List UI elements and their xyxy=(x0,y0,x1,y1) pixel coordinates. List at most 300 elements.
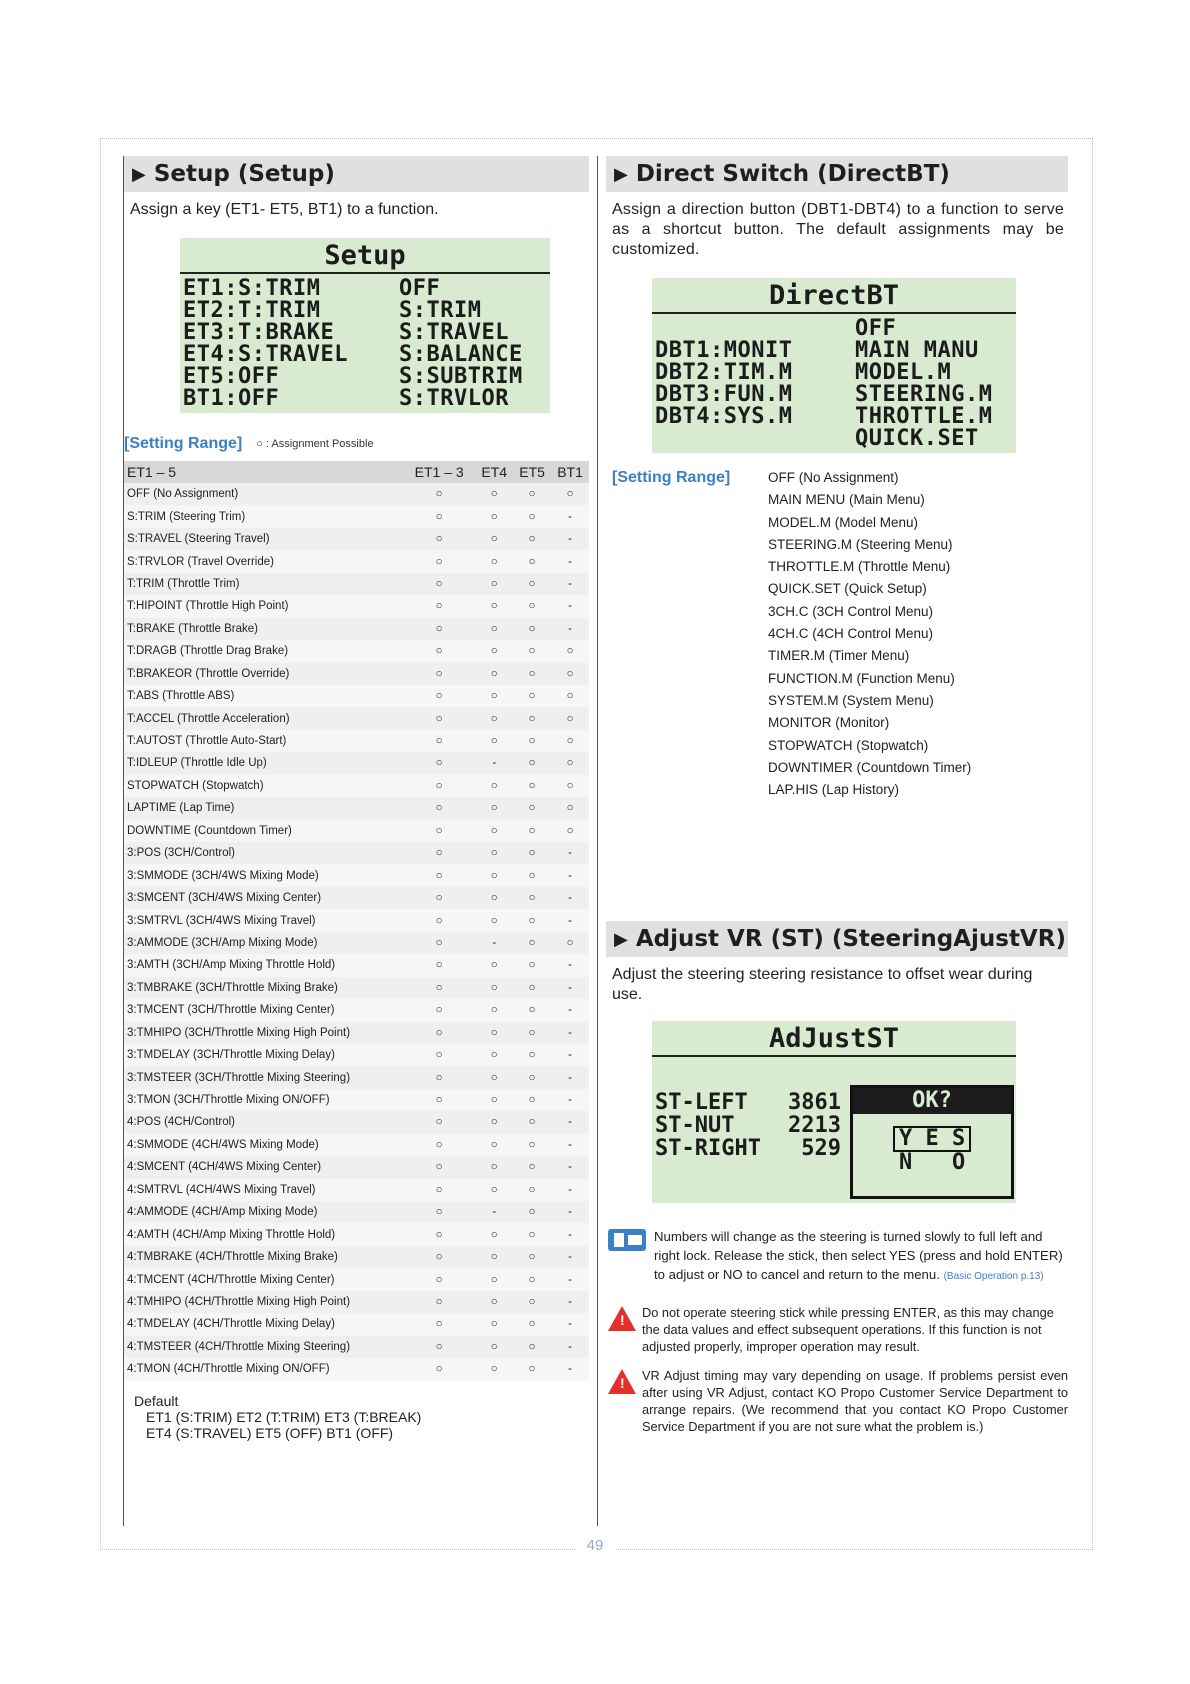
range-item: 3CH.C (3CH Control Menu) xyxy=(768,603,934,619)
directbt-section xyxy=(606,156,1068,1435)
lcd-key: DBT3:FUN.M xyxy=(655,382,793,407)
triangle-right-icon: ▶ xyxy=(132,163,146,185)
table-row xyxy=(124,618,589,640)
table-row xyxy=(124,730,589,752)
assign-cell: - xyxy=(551,954,589,976)
assign-cell: ○ xyxy=(513,842,551,864)
assign-cell: ○ xyxy=(513,909,551,931)
range-item: THROTTLE.M (Throttle Menu) xyxy=(768,559,951,575)
setup-section xyxy=(124,156,589,1441)
function-cell: T:TRIM (Throttle Trim) xyxy=(124,573,403,595)
assignment-table xyxy=(124,461,589,1381)
setup-range-label: [Setting Range] xyxy=(124,435,243,452)
yes-option[interactable]: Y E S xyxy=(893,1126,971,1152)
table-row xyxy=(124,640,589,662)
assign-cell: ○ xyxy=(475,1111,513,1133)
lcd-value: S:TRAVEL xyxy=(399,320,509,345)
assign-cell: ○ xyxy=(403,640,475,662)
assign-cell: - xyxy=(551,1358,589,1380)
assign-cell: ○ xyxy=(475,1291,513,1313)
table-row xyxy=(124,505,589,527)
function-cell: 3:TMSTEER (3CH/Throttle Mixing Steering) xyxy=(124,1066,403,1088)
assign-cell: ○ xyxy=(513,1156,551,1178)
assign-cell: ○ xyxy=(475,640,513,662)
assign-cell: ○ xyxy=(475,1044,513,1066)
assign-cell: ○ xyxy=(403,505,475,527)
assign-cell: - xyxy=(551,1179,589,1201)
table-row xyxy=(124,1022,589,1044)
warning-2 xyxy=(606,1367,1068,1435)
column-divider xyxy=(597,156,598,1526)
assign-cell: - xyxy=(551,1022,589,1044)
assign-cell: - xyxy=(551,1336,589,1358)
adjustvr-section xyxy=(606,921,1068,1435)
warning-1-text: Do not operate steering stick while pressing ENTER, as this may change the data values and effect subsequent operations. If this function is not adjusted properly, improper operation may result. xyxy=(642,1305,1054,1354)
lcd-row xyxy=(655,1114,841,1137)
assign-cell: ○ xyxy=(513,775,551,797)
assign-cell: ○ xyxy=(513,550,551,572)
assign-cell: - xyxy=(551,1223,589,1245)
column-header: ET1 – 3 xyxy=(403,461,475,483)
page-number: 49 xyxy=(575,1537,615,1554)
assign-cell: ○ xyxy=(475,685,513,707)
assign-cell: ○ xyxy=(475,550,513,572)
assign-cell: - xyxy=(551,573,589,595)
range-item: SYSTEM.M (System Menu) xyxy=(768,692,934,708)
assign-cell: ○ xyxy=(475,1089,513,1111)
triangle-right-icon: ▶ xyxy=(614,163,628,185)
assign-cell: ○ xyxy=(513,820,551,842)
lcd-value: QUICK.SET xyxy=(855,426,979,451)
assign-cell: ○ xyxy=(403,1022,475,1044)
assign-cell: - xyxy=(551,550,589,572)
function-cell: 3:SMTRVL (3CH/4WS Mixing Travel) xyxy=(124,909,403,931)
assign-cell: ○ xyxy=(403,618,475,640)
table-header-row xyxy=(124,461,589,483)
assign-cell: ○ xyxy=(513,663,551,685)
range-item: MAIN MENU (Main Menu) xyxy=(768,492,925,508)
assign-cell: ○ xyxy=(403,730,475,752)
table-row xyxy=(124,1066,589,1088)
lcd-value: S:BALANCE xyxy=(399,342,523,367)
assign-cell: ○ xyxy=(513,1111,551,1133)
assign-cell: ○ xyxy=(403,595,475,617)
range-item: OFF (No Assignment) xyxy=(768,470,899,485)
assign-cell: ○ xyxy=(403,954,475,976)
assign-cell: - xyxy=(551,842,589,864)
assign-cell: - xyxy=(551,977,589,999)
table-row xyxy=(124,820,589,842)
assign-cell: - xyxy=(551,1089,589,1111)
table-row xyxy=(124,909,589,931)
function-cell: 4:SMCENT (4CH/4WS Mixing Center) xyxy=(124,1156,403,1178)
triangle-right-icon: ▶ xyxy=(614,928,628,950)
assign-cell: - xyxy=(551,1268,589,1290)
table-row xyxy=(124,977,589,999)
function-cell: S:TRIM (Steering Trim) xyxy=(124,505,403,527)
assign-cell: ○ xyxy=(403,1268,475,1290)
assign-cell: ○ xyxy=(403,1246,475,1268)
assign-cell: ○ xyxy=(475,864,513,886)
lcd-value: 3861 xyxy=(788,1090,841,1115)
assign-cell: - xyxy=(475,752,513,774)
function-cell: 4:AMMODE (4CH/Amp Mixing Mode) xyxy=(124,1201,403,1223)
lcd-value: OFF xyxy=(855,316,897,341)
assign-cell: ○ xyxy=(513,730,551,752)
assign-cell: ○ xyxy=(551,663,589,685)
lcd-key: DBT4:SYS.M xyxy=(655,404,793,429)
range-item: STOPWATCH (Stopwatch) xyxy=(768,737,929,753)
assign-cell: ○ xyxy=(403,1313,475,1335)
lcd-key xyxy=(655,428,855,450)
assign-cell: - xyxy=(551,887,589,909)
lcd-value: S:TRVLOR xyxy=(399,386,509,411)
adjustvr-heading xyxy=(606,921,1068,957)
assign-cell: ○ xyxy=(403,932,475,954)
lcd-label: ST-NUT xyxy=(655,1113,735,1138)
dialog-options xyxy=(893,1126,1011,1174)
lcd-value: 2213 xyxy=(788,1113,841,1138)
lcd-key: DBT1:MONIT xyxy=(655,338,793,363)
assign-cell: - xyxy=(551,595,589,617)
table-row xyxy=(124,1313,589,1335)
lcd-key: ET1:S:TRIM xyxy=(183,276,321,301)
lcd-row xyxy=(655,1137,841,1160)
assign-cell: ○ xyxy=(513,797,551,819)
default-line-1: ET1 (S:TRIM) ET2 (T:TRIM) ET3 (T:BREAK) xyxy=(146,1408,422,1425)
assign-cell: ○ xyxy=(513,573,551,595)
assign-cell: ○ xyxy=(551,932,589,954)
assign-cell: - xyxy=(551,999,589,1021)
table-row xyxy=(124,932,589,954)
directbt-range-label: [Setting Range] xyxy=(612,469,731,486)
assign-cell: ○ xyxy=(403,685,475,707)
assign-cell: ○ xyxy=(403,775,475,797)
assign-cell: ○ xyxy=(551,752,589,774)
assign-cell: ○ xyxy=(475,528,513,550)
assign-cell: ○ xyxy=(403,1336,475,1358)
table-row xyxy=(124,1336,589,1358)
function-cell: 3:TMHIPO (3CH/Throttle Mixing High Point) xyxy=(124,1022,403,1044)
function-cell: T:IDLEUP (Throttle Idle Up) xyxy=(124,752,403,774)
assign-cell: ○ xyxy=(403,573,475,595)
assign-cell: ○ xyxy=(513,528,551,550)
table-row xyxy=(124,954,589,976)
assign-cell: ○ xyxy=(475,1358,513,1380)
assign-cell: ○ xyxy=(475,663,513,685)
table-row xyxy=(124,1089,589,1111)
assign-cell: ○ xyxy=(403,842,475,864)
assign-cell: ○ xyxy=(403,1156,475,1178)
assign-cell: ○ xyxy=(475,909,513,931)
assign-cell: ○ xyxy=(403,864,475,886)
assign-cell: ○ xyxy=(475,1066,513,1088)
assign-cell: - xyxy=(551,909,589,931)
table-row xyxy=(124,1201,589,1223)
assign-cell: ○ xyxy=(475,1336,513,1358)
assign-cell: ○ xyxy=(403,909,475,931)
function-cell: T:DRAGB (Throttle Drag Brake) xyxy=(124,640,403,662)
assign-cell: ○ xyxy=(475,887,513,909)
assign-cell: ○ xyxy=(513,707,551,729)
assign-cell: ○ xyxy=(513,505,551,527)
directbt-lcd-title: DirectBT xyxy=(652,278,1016,314)
table-row xyxy=(124,483,589,505)
assign-cell: - xyxy=(551,1111,589,1133)
assign-cell: ○ xyxy=(403,528,475,550)
function-cell: LAPTIME (Lap Time) xyxy=(124,797,403,819)
table-row xyxy=(124,1223,589,1245)
assign-cell: ○ xyxy=(513,1268,551,1290)
table-row xyxy=(124,1358,589,1380)
adjustvr-title: Adjust VR (ST) (SteeringAjustVR) xyxy=(635,926,1066,952)
adjustvr-lcd-values xyxy=(655,1091,841,1160)
assign-cell: ○ xyxy=(551,483,589,505)
assign-cell: ○ xyxy=(403,1358,475,1380)
warning-icon: ! xyxy=(608,1306,636,1331)
lcd-label: ST-RIGHT xyxy=(655,1136,761,1161)
assign-cell: ○ xyxy=(513,1044,551,1066)
assign-cell: ○ xyxy=(513,1291,551,1313)
table-row xyxy=(124,573,589,595)
assign-cell: ○ xyxy=(475,842,513,864)
default-line-2: ET4 (S:TRAVEL) ET5 (OFF) BT1 (OFF) xyxy=(146,1424,394,1441)
adjustvr-description: Adjust the steering steering resistance to offset wear during use. xyxy=(612,966,1033,1003)
assign-cell: ○ xyxy=(475,1022,513,1044)
lcd-key: BT1:OFF xyxy=(183,386,280,411)
assign-cell: ○ xyxy=(513,954,551,976)
assign-cell: ○ xyxy=(513,640,551,662)
lcd-label: ST-LEFT xyxy=(655,1090,748,1115)
assign-cell: ○ xyxy=(403,977,475,999)
warning-2-text: VR Adjust timing may vary depending on usage. If problems persist even after using VR Adjust, contact KO Propo Customer Service Department to arrange repairs. (We recommend that you contact KO Propo Customer Service Department if you are not sure what the problem is.) xyxy=(642,1368,1068,1434)
setup-lcd-title: Setup xyxy=(180,238,550,274)
function-cell: 4:SMTRVL (4CH/4WS Mixing Travel) xyxy=(124,1179,403,1201)
default-label: Default xyxy=(134,1392,179,1409)
info-note-ref[interactable]: (Basic Operation p.13) xyxy=(943,1271,1044,1282)
assign-cell: ○ xyxy=(475,1223,513,1245)
lcd-value: STEERING.M xyxy=(855,382,993,407)
assign-cell: ○ xyxy=(403,550,475,572)
lcd-value: S:TRIM xyxy=(399,298,482,323)
warning-icon: ! xyxy=(608,1369,636,1394)
assign-cell: ○ xyxy=(551,797,589,819)
table-row xyxy=(124,685,589,707)
assign-cell: - xyxy=(551,864,589,886)
assign-cell: ○ xyxy=(403,483,475,505)
assign-cell: ○ xyxy=(551,685,589,707)
table-row xyxy=(124,1246,589,1268)
function-cell: T:AUTOST (Throttle Auto-Start) xyxy=(124,730,403,752)
function-cell: 3:POS (3CH/Control) xyxy=(124,842,403,864)
lcd-value: THROTTLE.M xyxy=(855,404,993,429)
table-row xyxy=(124,1044,589,1066)
range-item: DOWNTIMER (Countdown Timer) xyxy=(768,759,972,775)
table-row xyxy=(124,707,589,729)
assign-cell: ○ xyxy=(403,1179,475,1201)
function-cell: 4:TMSTEER (4CH/Throttle Mixing Steering) xyxy=(124,1336,403,1358)
assign-cell: ○ xyxy=(475,730,513,752)
range-item: MONITOR (Monitor) xyxy=(768,715,890,731)
assign-cell: ○ xyxy=(475,820,513,842)
assign-cell: ○ xyxy=(475,505,513,527)
function-cell: 3:AMMODE (3CH/Amp Mixing Mode) xyxy=(124,932,403,954)
assign-cell: ○ xyxy=(513,1066,551,1088)
assign-cell: ○ xyxy=(513,864,551,886)
function-cell: 3:SMMODE (3CH/4WS Mixing Mode) xyxy=(124,864,403,886)
assign-cell: ○ xyxy=(403,752,475,774)
table-row xyxy=(124,842,589,864)
assign-cell: ○ xyxy=(475,775,513,797)
assign-cell: - xyxy=(551,1313,589,1335)
assign-cell: ○ xyxy=(475,707,513,729)
table-row xyxy=(124,1111,589,1133)
assign-cell: ○ xyxy=(403,820,475,842)
assign-cell: - xyxy=(551,1201,589,1223)
assign-cell: ○ xyxy=(513,1223,551,1245)
function-cell: T:HIPOINT (Throttle High Point) xyxy=(124,595,403,617)
assign-cell: ○ xyxy=(513,977,551,999)
assign-cell: ○ xyxy=(403,1201,475,1223)
directbt-title: Direct Switch (DirectBT) xyxy=(635,161,950,187)
assign-cell: - xyxy=(551,1291,589,1313)
assign-cell: ○ xyxy=(475,1134,513,1156)
lcd-value: MODEL.M xyxy=(855,360,952,385)
lcd-value: MAIN MANU xyxy=(855,338,979,363)
no-option[interactable]: N O xyxy=(899,1150,966,1175)
function-cell: S:TRVLOR (Travel Override) xyxy=(124,550,403,572)
assign-cell: ○ xyxy=(475,573,513,595)
assign-cell: - xyxy=(551,1066,589,1088)
range-item: STEERING.M (Steering Menu) xyxy=(768,536,953,552)
assign-cell: ○ xyxy=(403,707,475,729)
function-cell: T:ABS (Throttle ABS) xyxy=(124,685,403,707)
assign-cell: ○ xyxy=(551,775,589,797)
setup-title: Setup (Setup) xyxy=(153,161,335,187)
assign-cell: ○ xyxy=(475,595,513,617)
table-row xyxy=(124,887,589,909)
directbt-range-block xyxy=(606,467,1068,827)
assign-cell: ○ xyxy=(513,999,551,1021)
assign-cell: ○ xyxy=(513,618,551,640)
range-item: TIMER.M (Timer Menu) xyxy=(768,648,910,664)
assign-cell: - xyxy=(475,932,513,954)
lcd-value: OFF xyxy=(399,276,441,301)
assign-cell: ○ xyxy=(403,1111,475,1133)
assign-cell: ○ xyxy=(403,1223,475,1245)
function-cell: 3:TMBRAKE (3CH/Throttle Mixing Brake) xyxy=(124,977,403,999)
range-item: MODEL.M (Model Menu) xyxy=(768,514,919,530)
assign-cell: - xyxy=(551,528,589,550)
assign-cell: ○ xyxy=(475,1268,513,1290)
assign-cell: ○ xyxy=(403,663,475,685)
function-cell: 3:SMCENT (3CH/4WS Mixing Center) xyxy=(124,887,403,909)
function-cell: STOPWATCH (Stopwatch) xyxy=(124,775,403,797)
assign-cell: ○ xyxy=(551,707,589,729)
column-header: ET4 xyxy=(475,461,513,483)
assign-cell: ○ xyxy=(475,954,513,976)
lcd-value: 529 xyxy=(801,1136,841,1161)
assign-cell: ○ xyxy=(513,887,551,909)
lcd-key: DBT2:TIM.M xyxy=(655,360,793,385)
function-cell: 3:TMDELAY (3CH/Throttle Mixing Delay) xyxy=(124,1044,403,1066)
info-note xyxy=(606,1227,1068,1286)
assign-cell: ○ xyxy=(403,1134,475,1156)
assign-cell: ○ xyxy=(475,977,513,999)
lcd-value: S:SUBTRIM xyxy=(399,364,523,389)
table-row xyxy=(124,775,589,797)
assign-cell: ○ xyxy=(475,1156,513,1178)
setup-heading xyxy=(124,156,589,192)
assign-cell: - xyxy=(551,1156,589,1178)
lcd-key: ET5:OFF xyxy=(183,364,280,389)
info-note-text: Numbers will change as the steering is turned slowly to full left and right lock. Release the stick, then select YES (press and hold ENTER) to adjust or NO to cancel and return to the menu. xyxy=(654,1229,1063,1282)
assign-cell: ○ xyxy=(513,1022,551,1044)
directbt-lcd-screen xyxy=(652,278,1016,453)
assign-cell: ○ xyxy=(475,999,513,1021)
table-row xyxy=(124,752,589,774)
lcd-key: ET4:S:TRAVEL xyxy=(183,342,348,367)
function-cell: 3:TMON (3CH/Throttle Mixing ON/OFF) xyxy=(124,1089,403,1111)
assign-cell: ○ xyxy=(513,1358,551,1380)
table-row xyxy=(124,663,589,685)
warning-1 xyxy=(606,1304,1068,1355)
function-cell: 4:TMHIPO (4CH/Throttle Mixing High Point) xyxy=(124,1291,403,1313)
function-cell: 4:TMCENT (4CH/Throttle Mixing Center) xyxy=(124,1268,403,1290)
directbt-description: Assign a direction button (DBT1-DBT4) to a function to serve as a shortcut button. The default assignments may be customized. xyxy=(612,201,1064,258)
table-row xyxy=(124,1179,589,1201)
table-row xyxy=(124,797,589,819)
function-cell: 3:TMCENT (3CH/Throttle Mixing Center) xyxy=(124,999,403,1021)
lcd-key: ET3:T:BRAKE xyxy=(183,320,335,345)
assign-cell: ○ xyxy=(475,797,513,819)
column-header: ET1 – 5 xyxy=(124,461,403,483)
assign-cell: ○ xyxy=(513,685,551,707)
table-row xyxy=(124,1291,589,1313)
directbt-lcd-grid xyxy=(652,314,1016,453)
assignment-note: ○ : Assignment Possible xyxy=(256,438,374,450)
table-body xyxy=(124,483,589,1381)
assign-cell: - xyxy=(475,1201,513,1223)
setup-lcd-screen xyxy=(180,238,550,413)
assign-cell: ○ xyxy=(551,820,589,842)
function-cell: 4:SMMODE (4CH/4WS Mixing Mode) xyxy=(124,1134,403,1156)
function-cell: DOWNTIME (Countdown Timer) xyxy=(124,820,403,842)
column-header: ET5 xyxy=(513,461,551,483)
hand-pointer-icon xyxy=(608,1229,646,1251)
range-item: LAP.HIS (Lap History) xyxy=(768,782,900,798)
function-cell: OFF (No Assignment) xyxy=(124,483,403,505)
function-cell: T:BRAKE (Throttle Brake) xyxy=(124,618,403,640)
assign-cell: ○ xyxy=(513,1246,551,1268)
table-row xyxy=(124,1268,589,1290)
table-row xyxy=(124,1156,589,1178)
function-cell: 4:TMBRAKE (4CH/Throttle Mixing Brake) xyxy=(124,1246,403,1268)
assign-cell: ○ xyxy=(403,1291,475,1313)
assign-cell: ○ xyxy=(513,1089,551,1111)
table-row xyxy=(124,999,589,1021)
column-header: BT1 xyxy=(551,461,589,483)
assign-cell: ○ xyxy=(513,1179,551,1201)
assign-cell: ○ xyxy=(403,1089,475,1111)
assign-cell: ○ xyxy=(475,1246,513,1268)
lcd-key xyxy=(655,318,855,340)
assign-cell: ○ xyxy=(513,483,551,505)
assign-cell: ○ xyxy=(551,640,589,662)
function-cell: 4:TMON (4CH/Throttle Mixing ON/OFF) xyxy=(124,1358,403,1380)
directbt-range-list xyxy=(768,467,971,801)
function-cell: 3:AMTH (3CH/Amp Mixing Throttle Hold) xyxy=(124,954,403,976)
